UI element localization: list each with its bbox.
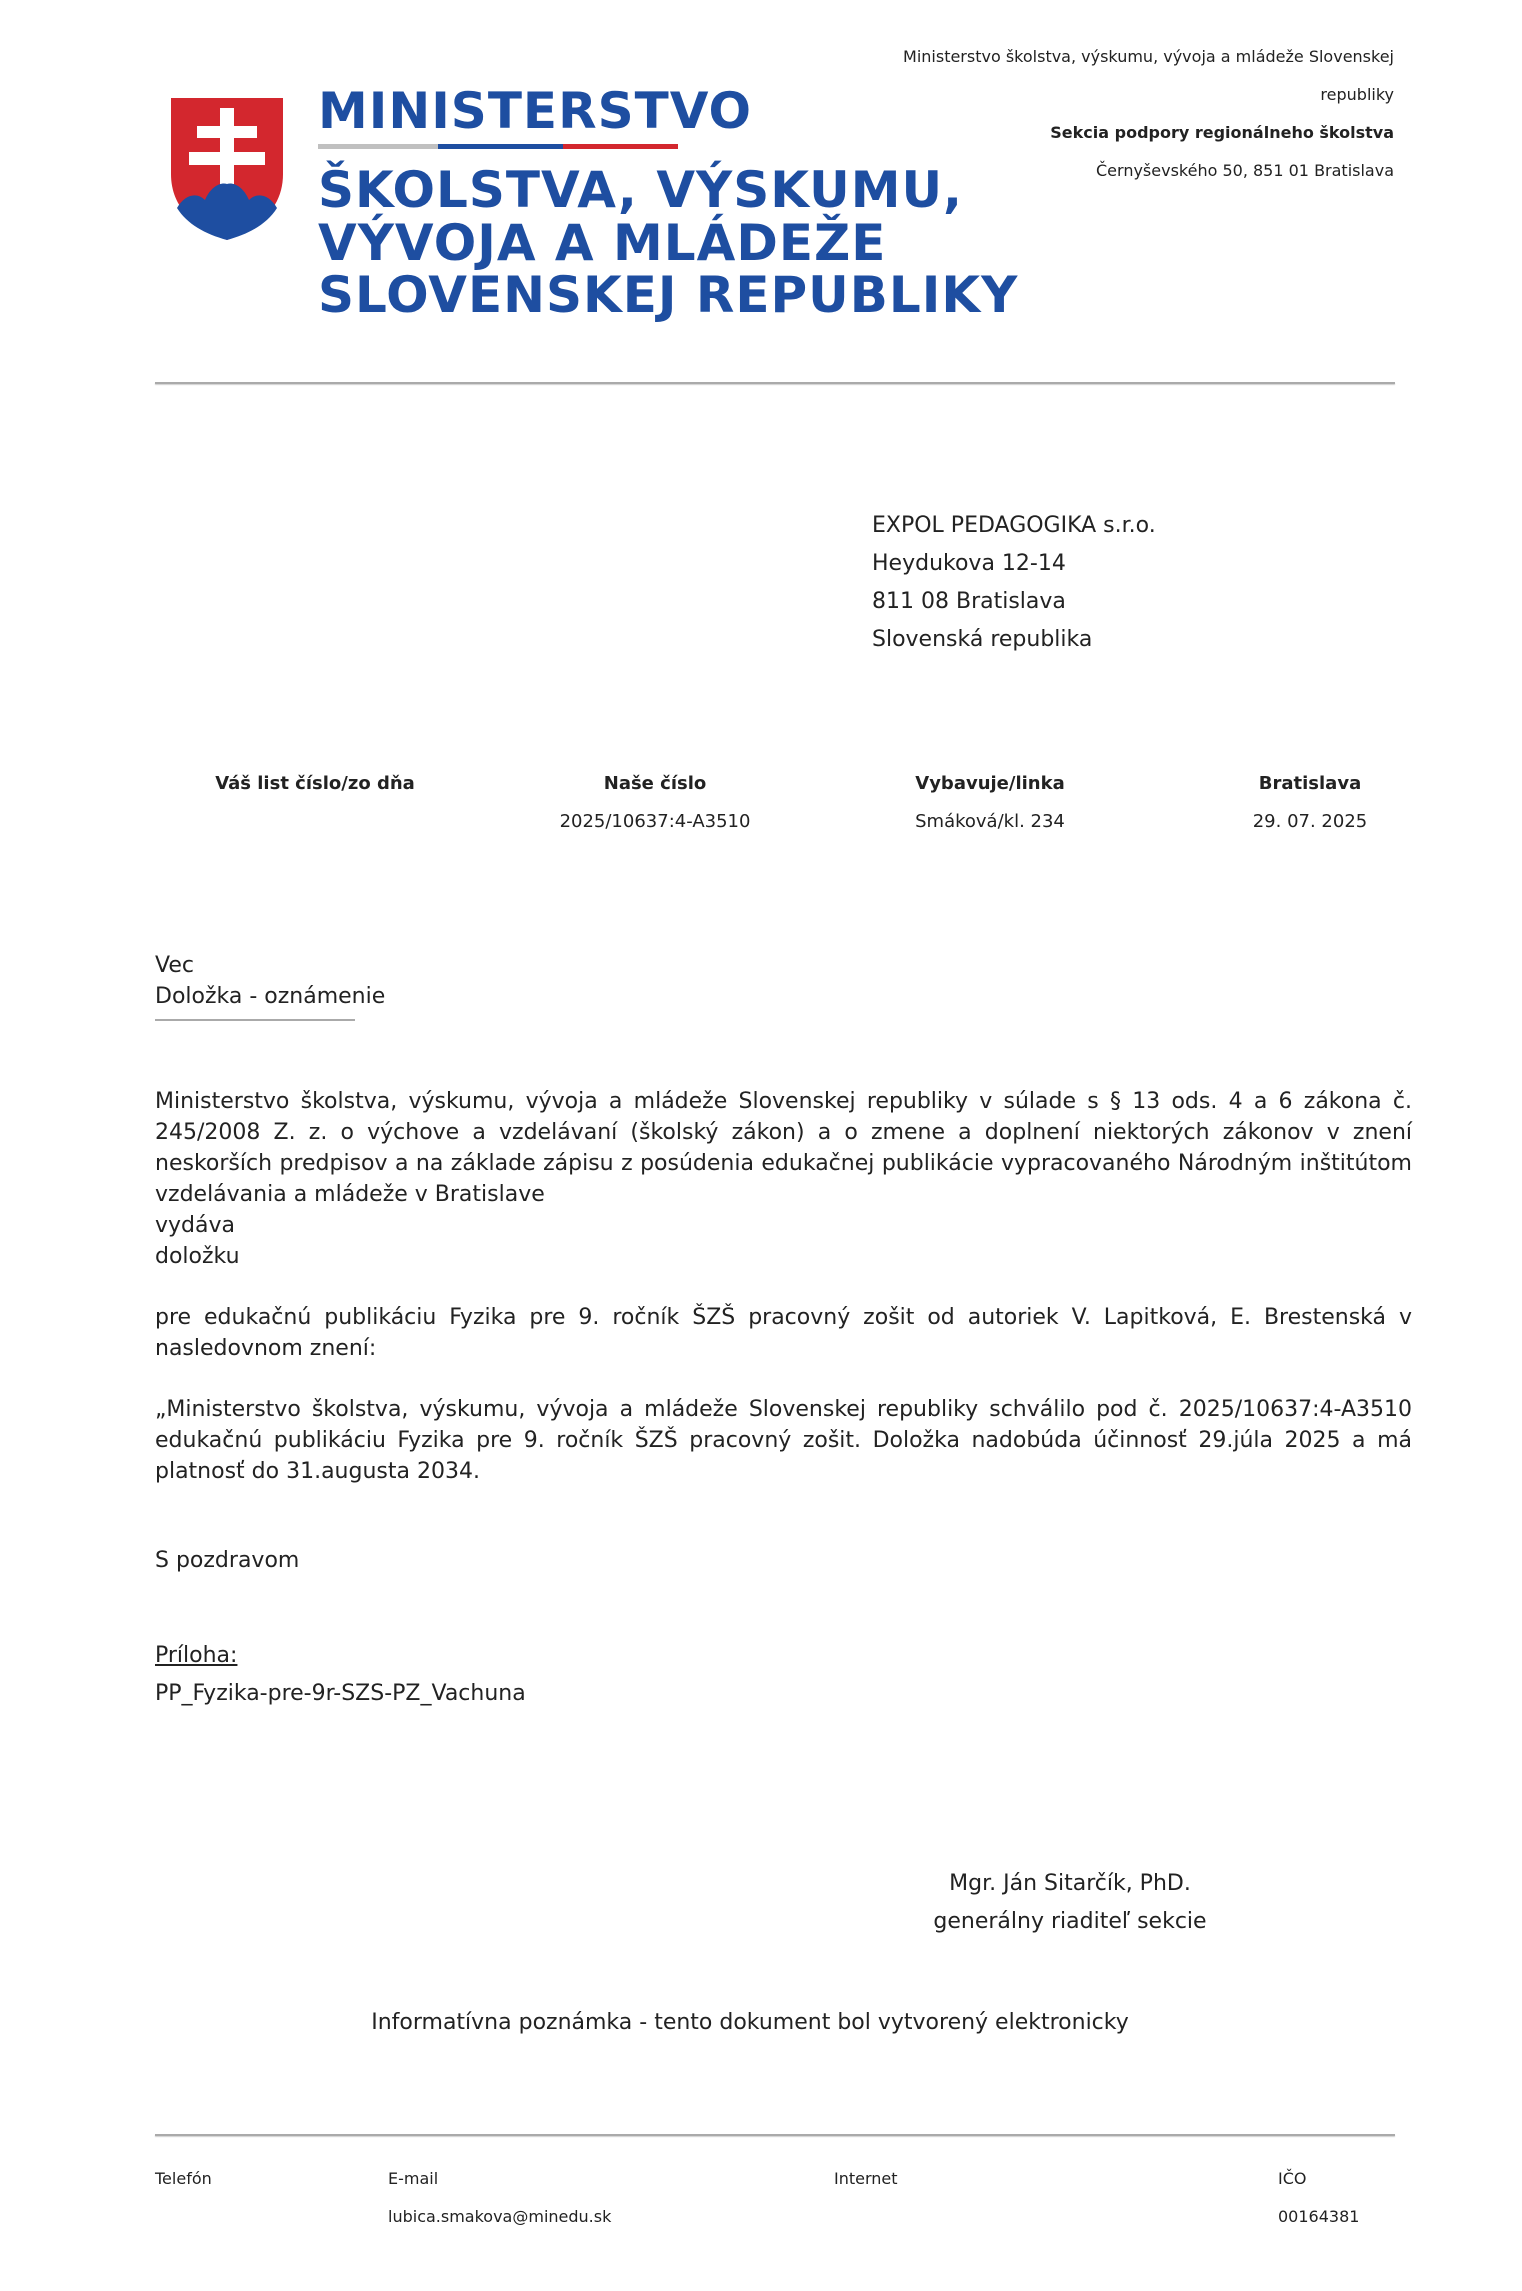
recipient-street: Heydukova 12-14 <box>872 551 1066 576</box>
electronic-document-note: Informatívna poznámka - tento dokument bol vytvorený elektronicky <box>371 2010 1129 2035</box>
sender-section: Sekcia podpory regionálneho školstva <box>1050 123 1394 142</box>
subject-underline <box>155 1019 355 1021</box>
signature-name: Mgr. Ján Sitarčík, PhD. <box>949 1871 1191 1896</box>
ref-place-label: Bratislava <box>1258 773 1362 794</box>
slovak-coat-of-arms-icon <box>167 96 287 242</box>
body-issues: vydáva <box>155 1213 235 1238</box>
ref-your-letter <box>190 765 440 803</box>
footer-internet-label: Internet <box>834 2169 898 2188</box>
logo-title-line2: ŠKOLSTVA, VÝSKUMU, <box>318 161 964 219</box>
recipient-city: 811 08 Bratislava <box>872 589 1066 614</box>
subject-block <box>155 950 385 1012</box>
body-paragraph-intro: Ministerstvo školstva, výskumu, vývoja a mládeže Slovenskej republiky v súlade s § 13 ods. 4 a 6 zákona č. 245/2008 Z. z. o výchove a vzdelávaní (školský zákon) a o zmene a doplnení niektorých zákonov v znení neskorších predpisov a na základe zápisu z posúdenia edukačnej publikácie vypracovaného Národným inštitútom vzdelávania a mládeže v Bratislave <box>155 1089 1412 1207</box>
ref-handled-by <box>860 765 1120 841</box>
ref-date-value: 29. 07. 2025 <box>1252 811 1368 832</box>
recipient-name: EXPOL PEDAGOGIKA s.r.o. <box>872 513 1156 538</box>
recipient-address <box>872 507 1156 659</box>
logo-bar-red <box>563 144 678 149</box>
footer-email-value[interactable]: lubica.smakova@minedu.sk <box>388 2207 612 2226</box>
logo-title-line1: MINISTERSTVO <box>318 82 753 140</box>
footer-ico-label: IČO <box>1278 2169 1307 2188</box>
signature-title: generálny riaditeľ sekcie <box>933 1909 1207 1934</box>
sender-ministry-line2: republiky <box>1320 85 1394 104</box>
ref-handled-by-label: Vybavuje/linka <box>915 773 1065 794</box>
subject-value: Doložka - oznámenie <box>155 984 386 1009</box>
ref-place-date <box>1200 765 1420 841</box>
ref-our-number-value: 2025/10637:4-A3510 <box>559 811 751 832</box>
ref-our-number-label: Naše číslo <box>603 773 707 794</box>
recipient-country: Slovenská republika <box>872 627 1093 652</box>
ref-our-number <box>520 765 790 841</box>
sender-block <box>874 38 1394 190</box>
footer-ico <box>1278 2160 1359 2236</box>
footer-divider <box>155 2134 1395 2136</box>
footer-ico-value: 00164381 <box>1278 2207 1360 2226</box>
footer-email-label: E-mail <box>388 2169 439 2188</box>
attachment-label: Príloha: <box>155 1643 238 1668</box>
footer-email <box>388 2160 611 2236</box>
logo-title-line3: VÝVOJA A MLÁDEŽE <box>318 214 887 272</box>
body-issues-block <box>155 1210 1412 1272</box>
footer-internet <box>834 2160 898 2198</box>
body-paragraph-publication: pre edukačnú publikáciu Fyzika pre 9. ročník ŠZŠ pracovný zošit od autoriek V. Lapitková, E. Brestenská v nasledovnom znení: <box>155 1305 1412 1361</box>
sender-ministry-line1: Ministerstvo školstva, výskumu, vývoja a mládeže Slovenskej <box>903 47 1394 66</box>
subject-label: Vec <box>155 953 194 978</box>
sender-address: Černyševského 50, 851 01 Bratislava <box>1096 161 1394 180</box>
footer-phone <box>155 2160 212 2198</box>
logo-bar-grey <box>318 144 438 149</box>
body-greeting: S pozdravom <box>155 1548 300 1573</box>
logo-title-line4: SLOVENSKEJ REPUBLIKY <box>318 266 1019 324</box>
header-divider <box>155 382 1395 384</box>
body-paragraph-quote: „Ministerstvo školstva, výskumu, vývoja a mládeže Slovenskej republiky schválilo pod č. 2025/10637:4-A3510 edukačnú publikáciu Fyzika pre 9. ročník ŠZŠ pracovný zošit. Doložka nadobúda účinnosť 29.júla 2025 a má platnosť do 31.augusta 2034. <box>155 1397 1412 1484</box>
body-clause: doložku <box>155 1244 240 1269</box>
ref-handled-by-value: Smáková/kl. 234 <box>915 811 1065 832</box>
logo-bar-blue <box>438 144 563 149</box>
ref-your-letter-label: Váš list číslo/zo dňa <box>215 773 415 794</box>
signature-block <box>900 1865 1240 1941</box>
attachment-value: PP_Fyzika-pre-9r-SZS-PZ_Vachuna <box>155 1681 526 1706</box>
footer-phone-label: Telefón <box>155 2169 212 2188</box>
